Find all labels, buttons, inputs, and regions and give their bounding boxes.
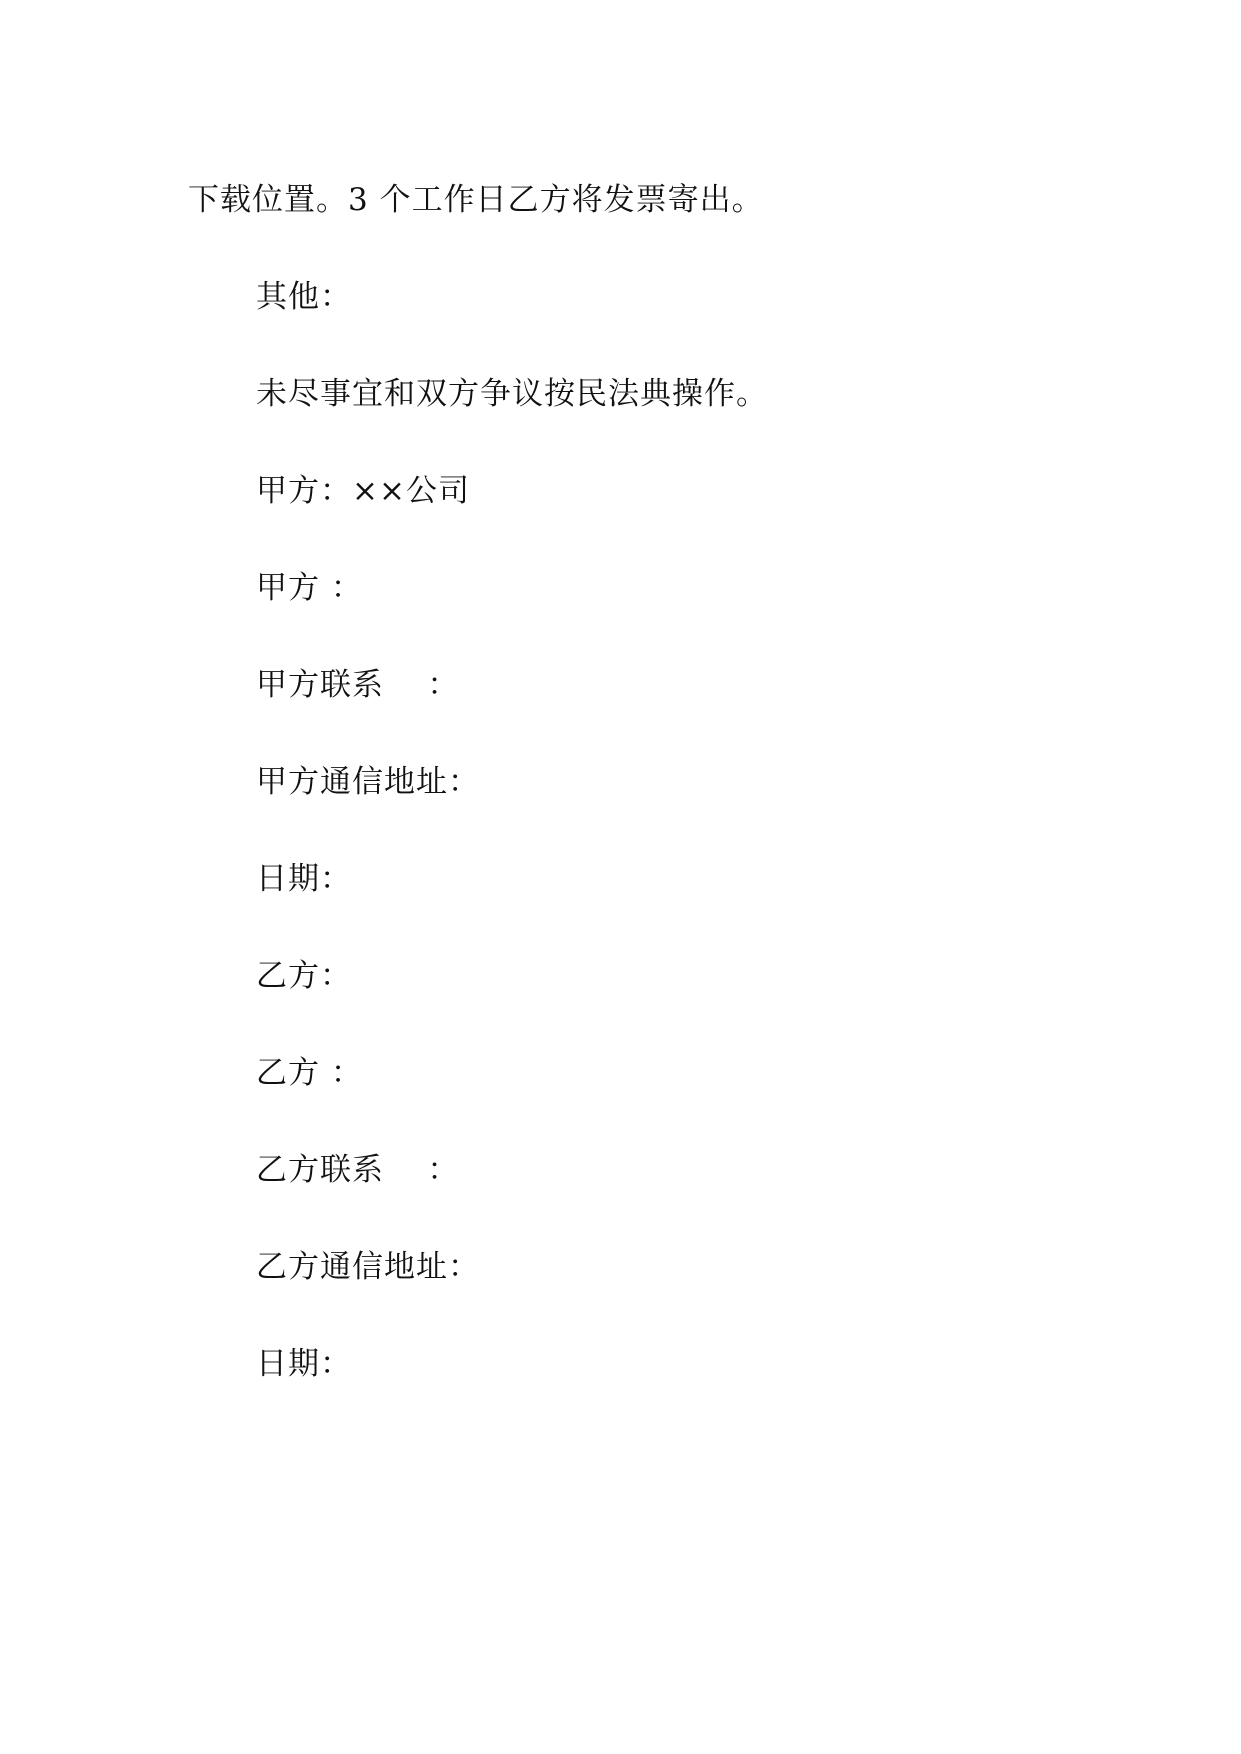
party-b-contact: 乙方联系 ：: [256, 1152, 460, 1188]
party-b-field: 乙方 ：: [256, 1055, 363, 1091]
invoice-dispatch-text: 下载位置。3 个工作日乙方将发票寄出。: [188, 182, 764, 218]
party-a-contact: 甲方联系 ：: [256, 667, 460, 703]
dispute-clause: 未尽事宜和双方争议按民法典操作。: [256, 376, 768, 412]
party-b-name: 乙方：: [256, 958, 352, 994]
party-a-field: 甲方 ：: [256, 570, 363, 606]
party-a-name: 甲方：××公司: [256, 473, 470, 509]
party-a-date: 日期：: [256, 861, 352, 897]
party-b-address: 乙方通信地址：: [256, 1249, 480, 1285]
party-b-date: 日期：: [256, 1346, 352, 1382]
party-a-address: 甲方通信地址：: [256, 764, 480, 800]
other-heading: 其他：: [256, 279, 352, 315]
